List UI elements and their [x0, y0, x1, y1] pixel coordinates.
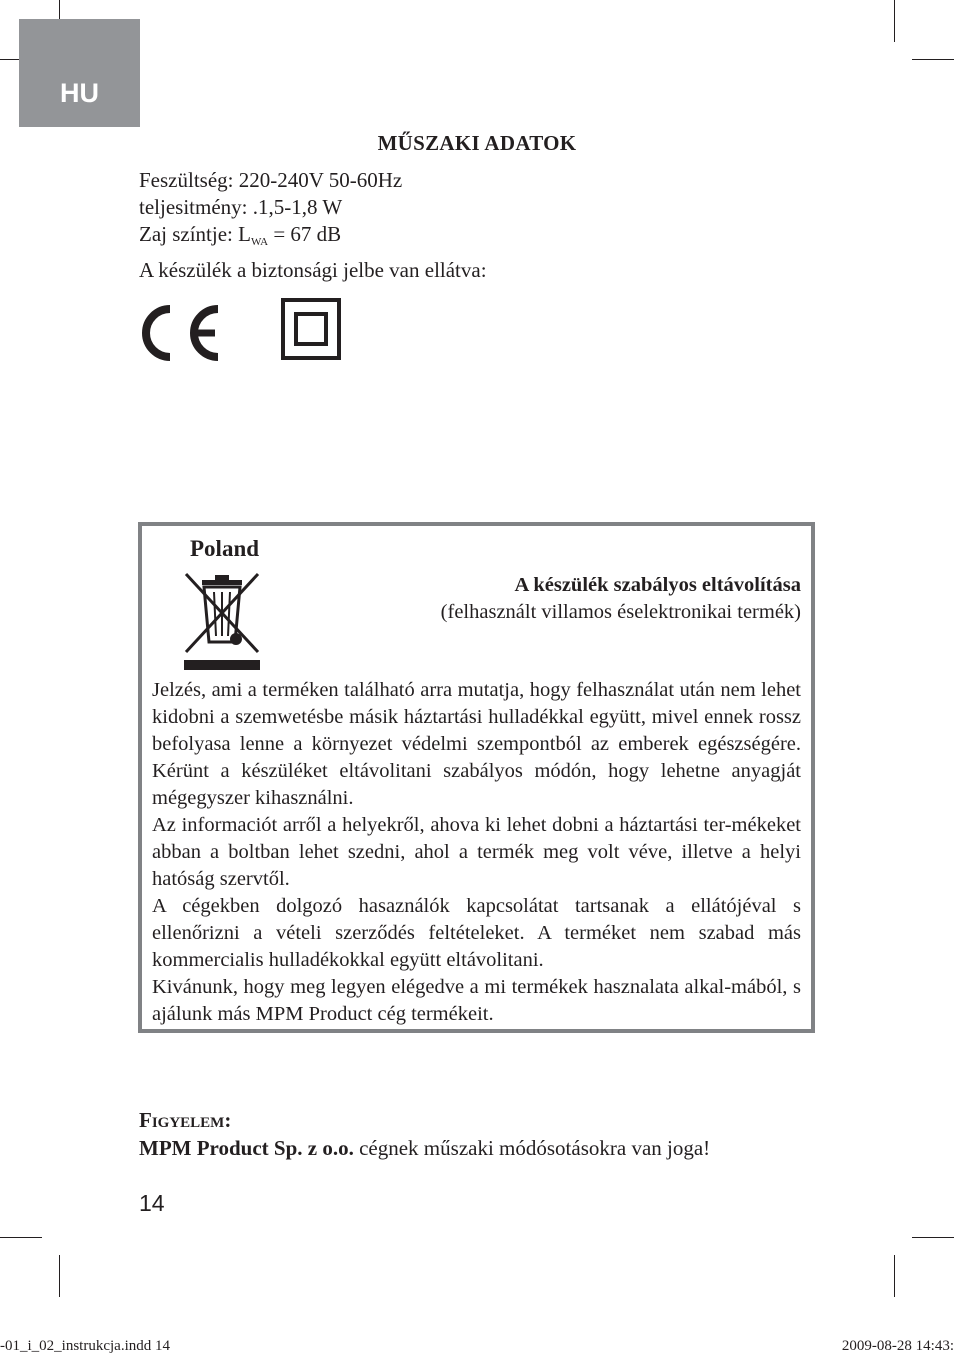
- crop-mark: [912, 1237, 954, 1238]
- disposal-paragraph: Jelzés, ami a terméken található arra mutatja, hogy felhasználat után nem lehet kidobni a szemwetésbe másik háztartási hulladékkal együtt, mivel ennek rossz befolyasa lenne a környezet védelmi szempontból az emberek egészségére. Kérünt a készüléket eltávolitani szabályos módón, hogy lehetne anyagját mégegyszer kihasználni.: [152, 679, 801, 809]
- disposal-paragraph: Az informaciót arről a helyekről, ahova ki lehet dobni a háztartási ter-mékeket abban a boltban lehet szedni, ahol a termék meg volt véve, illetve a helyi hatóság szervtől.: [152, 814, 801, 890]
- crop-mark: [0, 1237, 42, 1238]
- disposal-subtitle: (felhasznált villamos éselektronikai termék): [440, 601, 801, 623]
- notice-message: cégnek műszaki módósotásokra van joga!: [353, 1136, 711, 1160]
- slug-date: 2009-08-28 14:43:: [841, 1338, 954, 1354]
- spec-voltage: Feszültség: 220-240V 50-60Hz: [139, 168, 403, 192]
- double-insulation-icon: [281, 298, 343, 362]
- notice-company: MPM Product Sp. z o.o.: [139, 1136, 354, 1160]
- notice-label: Figyelem:: [139, 1108, 232, 1132]
- disposal-paragraph: A cégekben dolgozó hasaználók kapcsolátat tartsanak a ellátójéval s ellenőrizni a vételi szerződés feltételeket. A terméket nem szabad más kommercialis hulladékokkal együtt eltávolitani.: [152, 895, 801, 971]
- spec-noise: [139, 221, 341, 256]
- disposal-title: A készülék szabályos eltávolítása: [514, 574, 801, 596]
- disposal-body: [152, 677, 801, 1028]
- crop-mark: [59, 1255, 60, 1297]
- crop-mark: [894, 0, 895, 42]
- crossed-out-wheelie-bin-icon: [182, 570, 262, 672]
- slug-file: -01_i_02_instrukcja.indd 14: [0, 1338, 170, 1354]
- page-number: 14: [139, 1190, 165, 1216]
- safety-note: A készülék a biztonsági jelbe van ellátva:: [139, 258, 487, 282]
- spec-noise-prefix: Zaj színtje: L: [139, 222, 251, 246]
- spec-power: teljesitmény: .1,5-1,8 W: [139, 195, 343, 219]
- language-tab-label: HU: [60, 77, 99, 108]
- disposal-info-box: [138, 522, 815, 1033]
- crop-mark: [912, 59, 954, 60]
- crop-mark: [894, 1255, 895, 1297]
- language-tab: [19, 19, 140, 127]
- spec-noise-subscript: WA: [250, 236, 269, 248]
- notice-text: [139, 1136, 710, 1161]
- disposal-paragraph: Kivánunk, hogy meg legyen elégedve a mi termékek hasznalata alkal-mából, s ajálunk más MPM Product cég termékeit.: [152, 976, 801, 1025]
- spec-noise-value: = 67 dB: [268, 222, 342, 246]
- section-heading: MŰSZAKI ADATOK: [377, 131, 577, 155]
- origin-label: Poland: [190, 536, 260, 561]
